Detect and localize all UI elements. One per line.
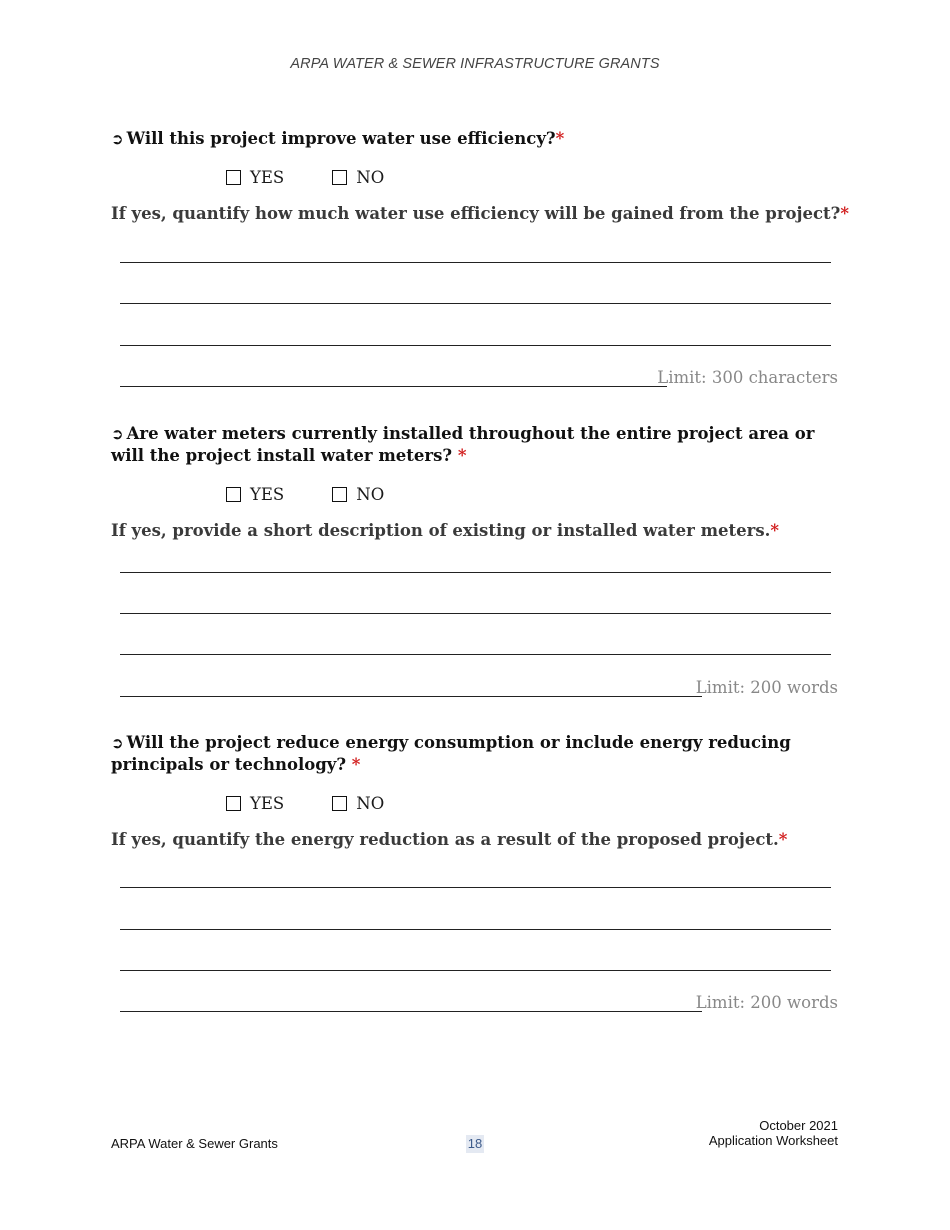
required-asterisk: * [770,521,780,540]
yes-checkbox[interactable] [226,796,241,811]
required-asterisk: * [351,755,361,774]
followup-water-efficiency [111,203,851,225]
yes-checkbox-option[interactable] [226,794,284,813]
yes-no-group [226,485,432,504]
no-label: NO [356,794,385,813]
arrow-icon: ➲ [111,425,124,443]
word-limit-note: Limit: 200 words [695,678,838,697]
followup-water-meters [111,520,851,542]
yes-no-group [226,168,432,187]
answer-line[interactable] [120,654,831,655]
arrow-icon: ➲ [111,130,124,148]
page-number: 18 [467,1136,483,1151]
no-checkbox[interactable] [332,796,347,811]
followup-energy-reduction [111,829,851,851]
followup-text: If yes, provide a short description of existing or installed water meters. [111,521,771,540]
answer-line[interactable] [120,887,831,888]
question-text: Are water meters currently installed throughout the entire project area or will the project install water meters? [111,424,815,465]
question-text: Will this project improve water use efficiency? [126,129,556,148]
answer-line[interactable] [120,303,831,304]
word-limit-note: Limit: 200 words [695,993,838,1012]
yes-label: YES [250,485,285,504]
answer-line[interactable] [120,345,831,346]
answer-line[interactable] [120,696,702,697]
no-checkbox-option[interactable] [332,168,384,187]
question-energy-reduction [111,732,841,776]
character-limit-note: Limit: 300 characters [657,368,838,387]
arrow-icon: ➲ [111,734,124,752]
question-water-meters [111,423,841,467]
question-water-efficiency [111,128,841,150]
answer-line[interactable] [120,262,831,263]
yes-checkbox[interactable] [226,170,241,185]
footer-doc-name: Application Worksheet [708,1133,838,1148]
followup-text: If yes, quantify the energy reduction as a result of the proposed project. [111,830,779,849]
yes-checkbox[interactable] [226,487,241,502]
page-header: ARPA WATER & SEWER INFRASTRUCTURE GRANTS [290,56,660,72]
yes-no-group [226,794,432,813]
required-asterisk: * [555,129,565,148]
followup-text: If yes, quantify how much water use efficiency will be gained from the project? [111,204,841,223]
required-asterisk: * [840,204,849,223]
answer-line[interactable] [120,929,831,930]
footer-date: October 2021 [759,1118,838,1133]
no-checkbox[interactable] [332,487,347,502]
no-label: NO [356,168,385,187]
answer-line[interactable] [120,613,831,614]
no-checkbox[interactable] [332,170,347,185]
yes-checkbox-option[interactable] [226,168,284,187]
no-checkbox-option[interactable] [332,485,384,504]
required-asterisk: * [457,446,467,465]
yes-label: YES [250,794,285,813]
answer-line[interactable] [120,970,831,971]
yes-checkbox-option[interactable] [226,485,284,504]
footer-right [709,1118,838,1148]
question-text: Will the project reduce energy consumption or include energy reducing principals or technology? [111,733,791,774]
answer-line[interactable] [120,386,667,387]
footer-left: ARPA Water & Sewer Grants [111,1136,278,1151]
yes-label: YES [250,168,285,187]
no-checkbox-option[interactable] [332,794,384,813]
required-asterisk: * [778,830,788,849]
answer-line[interactable] [120,1011,702,1012]
answer-line[interactable] [120,572,831,573]
no-label: NO [356,485,385,504]
